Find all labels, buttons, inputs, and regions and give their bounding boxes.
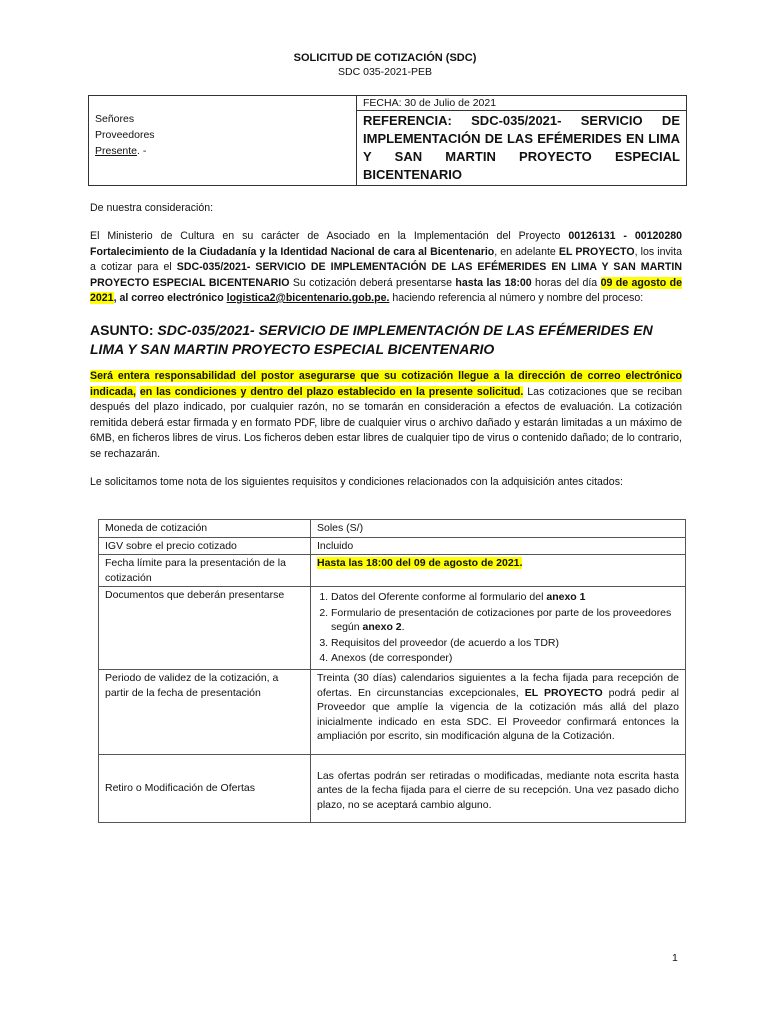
condition-key: Documentos que deberán presentarse: [99, 587, 311, 670]
el-proyecto: EL PROYECTO: [524, 686, 603, 699]
intro-text-1: El Ministerio de Cultura en su carácter de Asociado en la Implementación del Proyecto: [90, 230, 569, 242]
condition-value: [311, 555, 686, 587]
intro-text-6: haciendo referencia al número y nombre del proceso:: [389, 292, 644, 304]
anexo-2: anexo 2: [362, 621, 402, 633]
document-title: SOLICITUD DE COTIZACIÓN (SDC): [293, 52, 477, 64]
list-item: [331, 651, 679, 666]
deadline-date: 09 de agosto de 2021: [90, 276, 682, 304]
email-intro: , al correo electrónico: [113, 292, 227, 304]
table-row: [99, 555, 686, 587]
responsibility-highlight-a: Será entera responsabilidad del postor asegurarse que su cotización llegue a la dirección de correo electrónico indicada,: [90, 370, 682, 398]
condition-key: Moneda de cotización: [99, 520, 311, 538]
responsibility-highlight-b: en las condiciones y dentro del plazo establecido en la presente solicitud.: [139, 385, 524, 398]
sdc-service-title: SDC-035/2021- SERVICIO DE IMPLEMENTACIÓN DE LAS EFÉMERIDES EN LIMA Y SAN MARTIN PROYECTO ESPECIAL BICENTENARIO: [90, 261, 682, 289]
condition-value: [311, 670, 686, 755]
validity-text-c: podrá pedir al Proveedor que amplíe la vigencia de la cotización más allá del plazo inicialmente indicado en esta SDC. El Proveedor confirmará entonces la ampliación por escrito, sin modificación alguna de la Cotización.: [317, 686, 679, 742]
table-row: [99, 520, 686, 538]
intro-text-4: Su cotización deberá presentarse: [289, 276, 456, 289]
intro-paragraph: [90, 229, 682, 307]
condition-value: Las ofertas podrán ser retiradas o modificadas, mediante nota escrita hasta antes de la fecha fijada para el cierre de su recepción. Una vez pasado dicho plazo, no se aceptará cambio alguno.: [311, 754, 686, 823]
condition-value: [311, 587, 686, 670]
addressee-line-1: Señores: [95, 113, 135, 125]
presente-tail: . -: [137, 145, 147, 157]
deadline-hour: hasta las 18:00: [455, 276, 532, 289]
list-item: [331, 636, 679, 651]
conditions-note: Le solicitamos tome nota de los siguientes requisitos y condiciones relacionados con la adquisición antes citados:: [90, 476, 623, 488]
condition-value: Incluido: [311, 537, 686, 555]
addressee-cell: [89, 96, 357, 186]
validity-text-a: Treinta (30 días) calendarios siguientes a la fecha fijada para recepción de ofertas. En circunstancias excepcionales,: [317, 672, 679, 699]
condition-key: Fecha límite para la presentación de la cotización: [99, 555, 311, 587]
asunto-label: ASUNTO:: [90, 322, 154, 338]
table-row: [99, 587, 686, 670]
condition-key: IGV sobre el precio cotizado: [99, 537, 311, 555]
list-item-text: Requisitos del proveedor (de acuerdo a los TDR): [331, 636, 560, 649]
intro-text-3: , los invita a cotizar para el: [90, 245, 682, 273]
list-item-text: Formulario de presentación de cotizaciones por parte de los proveedores según: [331, 606, 672, 633]
project-name: 00126131 - 00120280 Fortalecimiento de la Ciudadanía y la Identidad Nacional de cara al Bicentenario: [90, 230, 682, 258]
list-item: [331, 606, 679, 635]
conditions-table: [98, 519, 686, 823]
responsibility-text: Las cotizaciones que se reciban después del plazo indicado, por cualquier razón, no se tomarán en consideración a efectos de evaluación. La cotización remitida deberá estar firmada y en formato PDF, libre de cualquier virus o archivo dañado y estarán limitadas a un máximo de 6MB, en ficheros libres de virus. Los ficheros deben estar libres de cualquier tipo de virus o contenido dañado; de lo contrario, se rechazarán.: [90, 385, 682, 460]
reference-cell: REFERENCIA: SDC-035/2021- SERVICIO DE IMPLEMENTACIÓN DE LAS EFÉMERIDES EN LIMA Y SAN MARTIN PROYECTO ESPECIAL BICENTENARIO: [357, 111, 687, 186]
list-item-tail: .: [401, 621, 405, 633]
presente-text: Presente: [95, 145, 138, 157]
intro-text-5: horas del día: [531, 276, 601, 289]
table-row: [99, 754, 686, 823]
anexo-1: anexo 1: [546, 591, 586, 603]
asunto-text: SDC-035/2021- SERVICIO DE IMPLEMENTACIÓN DE LAS EFÉMERIDES EN LIMA Y SAN MARTIN PROYECTO ESPECIAL BICENTENARIO: [90, 322, 653, 357]
table-row: [99, 537, 686, 555]
greeting: De nuestra consideración:: [90, 202, 214, 214]
intro-text-2: , en adelante: [494, 245, 559, 258]
email-link[interactable]: logistica2@bicentenario.gob.pe.: [226, 292, 390, 304]
addressee-line-2: Proveedores: [95, 129, 155, 141]
list-item-text: Datos del Oferente conforme al formulario del: [331, 591, 547, 603]
documents-list: [317, 590, 679, 666]
header-table: [88, 95, 687, 186]
date-cell: FECHA: 30 de Julio de 2021: [357, 96, 687, 111]
el-proyecto: EL PROYECTO: [558, 245, 635, 258]
deadline-highlight: Hasta las 18:00 del 09 de agosto de 2021.: [317, 557, 523, 569]
condition-key: Periodo de validez de la cotización, a partir de la fecha de presentación: [99, 670, 311, 755]
document-code: SDC 035-2021-PEB: [338, 66, 432, 78]
responsibility-paragraph: [90, 369, 682, 462]
list-item-text: Anexos (de corresponder): [331, 652, 453, 664]
asunto-heading: [90, 321, 690, 359]
addressee-line-3: [95, 143, 350, 159]
page-number: 1: [672, 952, 678, 964]
table-row: [99, 670, 686, 755]
condition-value: Soles (S/): [311, 520, 686, 538]
list-item: [331, 590, 679, 605]
condition-key: Retiro o Modificación de Ofertas: [99, 754, 311, 823]
